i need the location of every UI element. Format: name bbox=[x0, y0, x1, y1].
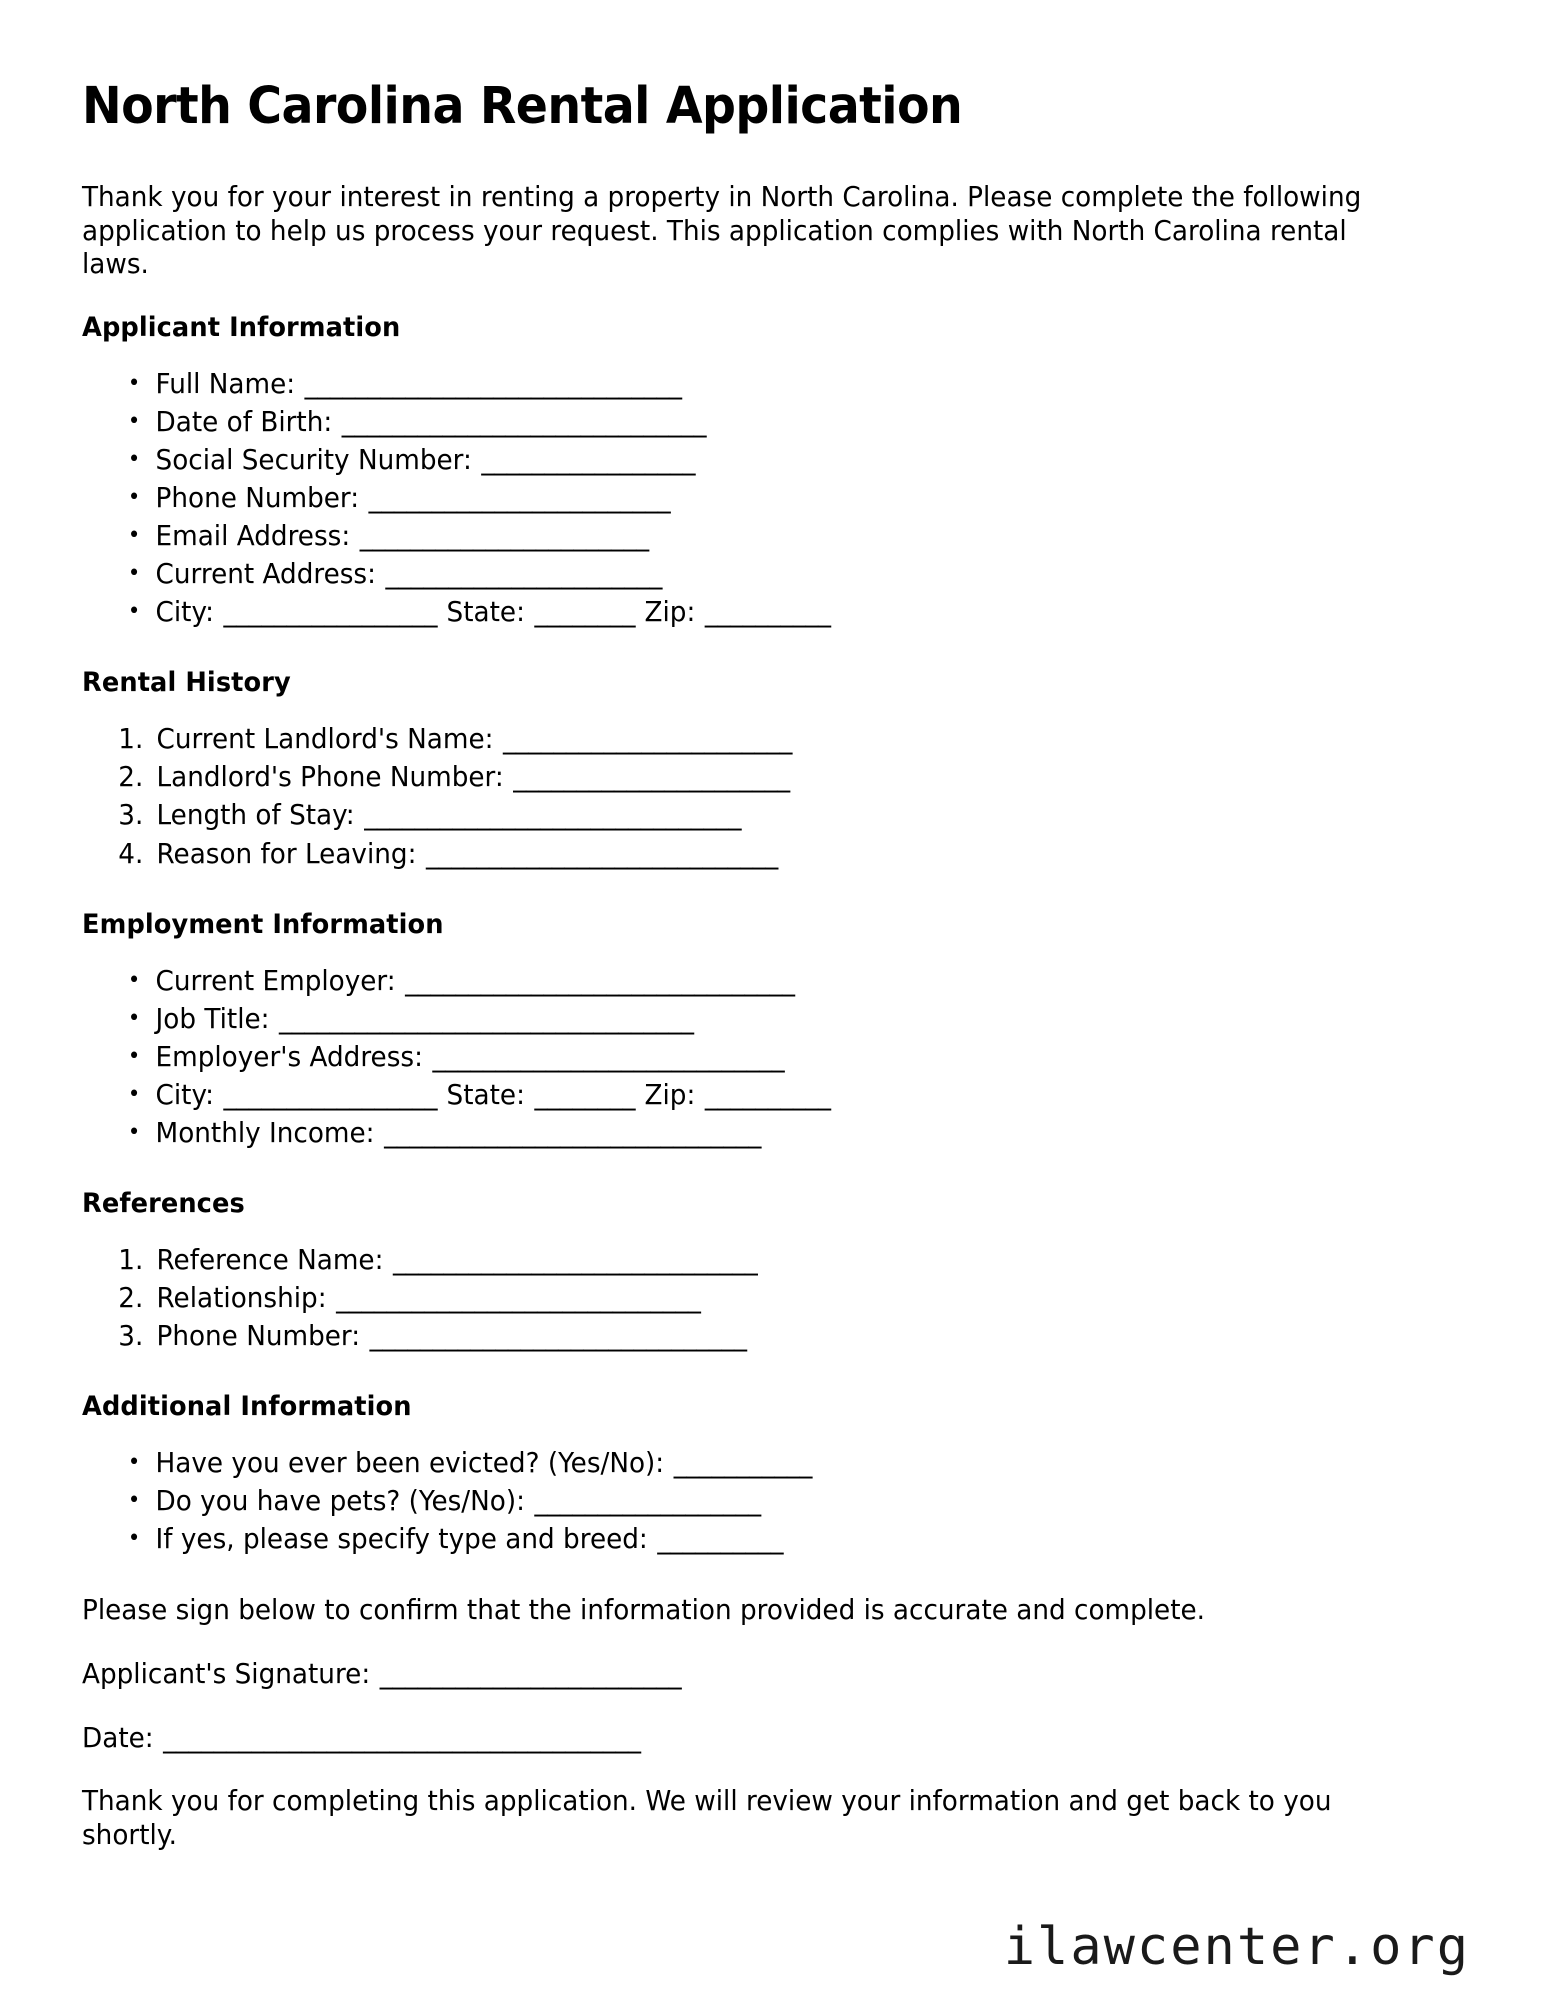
field-label: Email Address: bbox=[155, 520, 351, 553]
field-blank[interactable]: _____________________________ bbox=[336, 1282, 701, 1315]
zip-label: Zip: bbox=[644, 1078, 696, 1111]
list-number: 3. bbox=[118, 1320, 144, 1353]
list-item bbox=[82, 1317, 1402, 1355]
field-blank[interactable]: __________________ bbox=[534, 1485, 761, 1518]
field-blank[interactable]: ______________________ bbox=[385, 558, 662, 591]
bullet-icon: • bbox=[127, 484, 141, 510]
field-blank[interactable]: _____________________________ bbox=[341, 405, 706, 438]
bullet-icon: • bbox=[127, 599, 141, 625]
list-item bbox=[82, 835, 1402, 873]
watermark: ilawcenter.org bbox=[1003, 1917, 1470, 1977]
list-number: 4. bbox=[118, 837, 144, 870]
date-blank[interactable]: ______________________________________ bbox=[163, 1721, 641, 1754]
list-item bbox=[82, 1241, 1402, 1279]
list-item bbox=[82, 1279, 1402, 1317]
references-list bbox=[82, 1241, 1464, 1355]
list-item bbox=[82, 720, 1402, 758]
field-blank[interactable]: _____________________________ bbox=[392, 1244, 758, 1276]
list-number: 2. bbox=[118, 1282, 144, 1315]
applicant-information-list bbox=[82, 365, 1464, 632]
confirmation-paragraph: Please sign below to confirm that the information provided is accurate and complete. bbox=[82, 1594, 1206, 1627]
signature-line bbox=[82, 1658, 1402, 1692]
thanks-paragraph: Thank you for completing this application. We will review your information and get back to you shortly. bbox=[82, 1785, 1332, 1851]
list-item bbox=[82, 962, 1402, 1000]
list-item bbox=[82, 555, 1402, 593]
state-blank[interactable]: ________ bbox=[534, 1078, 635, 1111]
field-blank[interactable]: ________________________ bbox=[368, 481, 671, 514]
bullet-icon: • bbox=[127, 1005, 141, 1031]
city-label: City: bbox=[155, 1078, 214, 1111]
field-label: Reason for Leaving: bbox=[156, 837, 417, 870]
field-blank[interactable]: ______________________________ bbox=[369, 1320, 747, 1353]
zip-blank[interactable]: __________ bbox=[704, 1078, 831, 1111]
field-label: Current Address: bbox=[155, 558, 376, 591]
field-label: Reference Name: bbox=[156, 1244, 384, 1276]
list-item bbox=[82, 1000, 1402, 1038]
list-item bbox=[82, 403, 1402, 441]
field-blank[interactable]: _______________________ bbox=[503, 723, 792, 756]
zip-label: Zip: bbox=[644, 596, 696, 629]
list-item bbox=[82, 1038, 1402, 1076]
field-label: Social Security Number: bbox=[155, 443, 472, 476]
city-blank[interactable]: _________________ bbox=[223, 596, 438, 629]
field-blank[interactable]: _________________________________ bbox=[279, 1002, 694, 1035]
bullet-icon: • bbox=[127, 1043, 141, 1069]
field-blank[interactable]: _______________________ bbox=[359, 520, 649, 553]
section-heading-references: References bbox=[82, 1188, 245, 1219]
bullet-icon: • bbox=[127, 1081, 141, 1107]
list-item bbox=[82, 1444, 1402, 1482]
field-blank[interactable]: ______________________________ bbox=[304, 367, 682, 400]
bullet-icon: • bbox=[127, 446, 141, 472]
list-number: 1. bbox=[118, 723, 144, 756]
state-label: State: bbox=[446, 1078, 525, 1111]
bullet-icon: • bbox=[127, 1488, 141, 1514]
field-label: If yes, please specify type and breed: bbox=[155, 1523, 648, 1556]
list-item bbox=[82, 1114, 1402, 1152]
bullet-icon: • bbox=[127, 967, 141, 993]
bullet-icon: • bbox=[127, 408, 141, 434]
bullet-icon: • bbox=[127, 1526, 141, 1552]
field-label: Landlord's Phone Number: bbox=[156, 761, 504, 794]
list-item bbox=[82, 365, 1402, 403]
field-blank[interactable]: __________ bbox=[657, 1523, 783, 1556]
list-item bbox=[82, 441, 1402, 479]
list-number: 3. bbox=[118, 799, 144, 832]
state-label: State: bbox=[446, 596, 525, 629]
bullet-icon: • bbox=[127, 561, 141, 587]
employment-information-list bbox=[82, 962, 1464, 1152]
field-blank[interactable]: ____________________________ bbox=[432, 1040, 785, 1073]
bullet-icon: • bbox=[127, 1119, 141, 1145]
field-blank[interactable]: _______________________________ bbox=[405, 964, 795, 997]
field-label: Phone Number: bbox=[156, 1320, 361, 1353]
list-number: 2. bbox=[118, 761, 144, 794]
field-label: Full Name: bbox=[155, 367, 296, 400]
field-blank[interactable]: ______________________________ bbox=[364, 799, 741, 832]
field-label: Phone Number: bbox=[155, 481, 360, 514]
field-label: Do you have pets? (Yes/No): bbox=[155, 1485, 525, 1518]
list-item bbox=[82, 796, 1402, 834]
field-blank[interactable]: ______________________________ bbox=[384, 1116, 761, 1149]
section-heading-employment-information: Employment Information bbox=[82, 908, 444, 940]
field-label: Monthly Income: bbox=[155, 1116, 375, 1149]
page-title: North Carolina Rental Application bbox=[82, 77, 963, 136]
list-number: 1. bbox=[118, 1244, 144, 1276]
list-item bbox=[82, 1482, 1402, 1520]
field-label: Relationship: bbox=[156, 1282, 327, 1315]
field-label: Current Employer: bbox=[155, 964, 396, 997]
city-label: City: bbox=[155, 596, 214, 629]
field-blank[interactable]: _________________ bbox=[481, 443, 695, 476]
field-blank[interactable]: ______________________ bbox=[513, 761, 790, 794]
section-heading-additional-information: Additional Information bbox=[82, 1391, 412, 1423]
field-label: Have you ever been evicted? (Yes/No): bbox=[155, 1447, 665, 1480]
field-label: Employer's Address: bbox=[155, 1040, 423, 1073]
list-item bbox=[82, 1520, 1402, 1558]
city-blank[interactable]: _________________ bbox=[223, 1078, 438, 1111]
state-blank[interactable]: ________ bbox=[534, 596, 635, 629]
list-item bbox=[82, 517, 1402, 555]
date-line bbox=[82, 1722, 1402, 1756]
bullet-icon: • bbox=[127, 370, 141, 396]
field-label: Current Landlord's Name: bbox=[156, 723, 494, 756]
date-label: Date: bbox=[82, 1721, 154, 1754]
field-label: Job Title: bbox=[155, 1002, 270, 1035]
signature-label: Applicant's Signature: bbox=[82, 1658, 371, 1691]
list-item-city-state-zip bbox=[82, 593, 1402, 631]
field-label: Length of Stay: bbox=[156, 799, 355, 832]
list-item bbox=[82, 479, 1402, 517]
additional-information-list bbox=[82, 1444, 1464, 1558]
signature-blank[interactable]: ________________________ bbox=[379, 1658, 682, 1691]
field-blank[interactable]: ___________ bbox=[673, 1447, 812, 1480]
zip-blank[interactable]: __________ bbox=[704, 596, 831, 629]
section-heading-applicant-information: Applicant Information bbox=[82, 311, 401, 343]
list-item bbox=[82, 758, 1402, 796]
field-label: Date of Birth: bbox=[155, 405, 333, 438]
field-blank[interactable]: ____________________________ bbox=[425, 837, 778, 870]
section-heading-rental-history: Rental History bbox=[82, 667, 291, 699]
bullet-icon: • bbox=[127, 1450, 141, 1476]
bullet-icon: • bbox=[127, 523, 141, 549]
list-item-city-state-zip bbox=[82, 1076, 1402, 1114]
rental-history-list bbox=[82, 720, 1464, 872]
intro-paragraph: Thank you for your interest in renting a property in North Carolina. Please complete the following application to help us process your request. This application complies with North Carolina rental laws. bbox=[82, 181, 1362, 281]
